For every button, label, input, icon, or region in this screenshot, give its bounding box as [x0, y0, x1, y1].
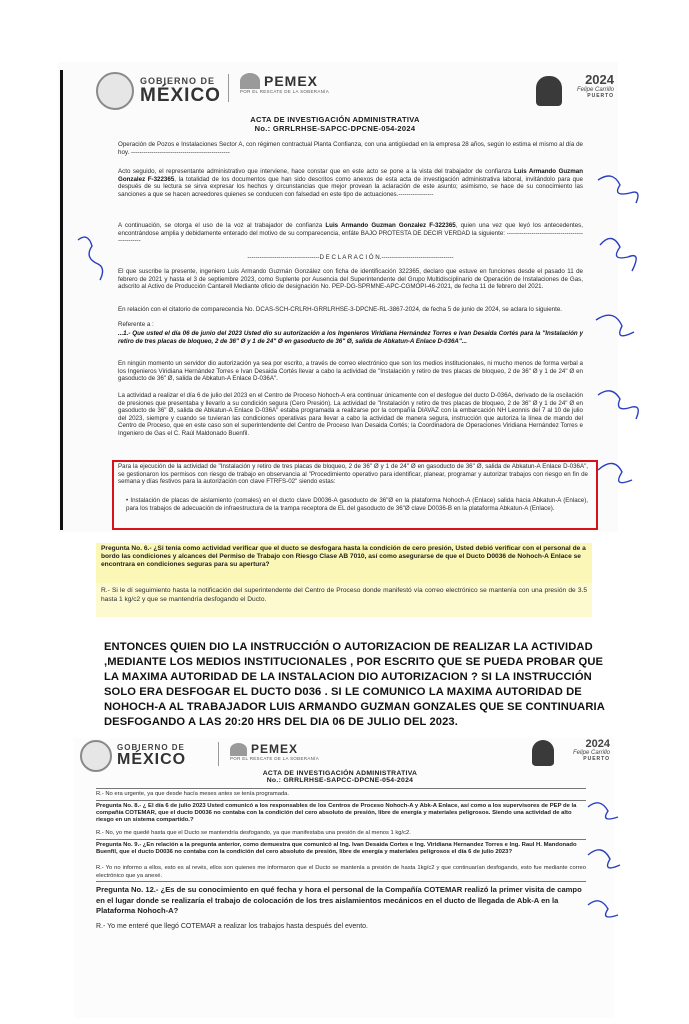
paragraph-suscribe: El que suscribe la presente, ingeniero Luis Armando Guzmán González con ficha de identificación 322365, declaro que estuve en funciones desde el pasado 11 de febrero de 2021 y hasta el 3 de septiembre 2023, como Suplente por Ausencia del Superintendente del Grupo Multidisciplinario de Operación de Instalaciones de Gas, adscrito al Activo de Producción Cantarell Mediante oficio de designación No. PEP-DG-SPRMNE-APC-CGMOPI-46-2021, de fecha 11 de febrero del 2021. — [118, 268, 583, 291]
year-label-2: 2024 — [585, 738, 610, 750]
year-logo — [536, 70, 616, 108]
question-8 — [96, 803, 586, 824]
divider-top — [96, 788, 586, 789]
signature-marks-2 — [580, 795, 630, 945]
question-1: ...1.- Que usted el día 06 de junio del 2023 Usted dio su autorización a los Ingenieros Viridiana Hernández Torres e Ivan Desaida Cortés para la "Instalación y retiro de tres placas de bloqueo, 2 de 36" Ø y 1 de 24" Ø en gasoducto de 36" Ø, salida de Abkatun-A Enlace D-036A"... — [118, 330, 583, 345]
p2-pre: Acto seguido, el representante administrativo que interviene, hace constar que en este acto se pone a la vista del trabajador de confianza — [118, 168, 514, 175]
signature-p2-3 — [588, 901, 618, 917]
national-seal-icon-2 — [80, 740, 112, 772]
gobierno-logo-2 — [80, 740, 186, 772]
pemex-flame-icon — [240, 73, 260, 89]
city-name-2: PUERTO — [583, 756, 610, 762]
paragraph-acto-seguido — [118, 168, 583, 198]
header-divider — [228, 74, 229, 102]
question-12-label: Pregunta No. 12.- — [96, 885, 159, 894]
answer-8: R.- No, yo me quedé hasta que el Ducto se mantendría desfogando, ya que manifestaba una presión de al menos 1 kg/c2. — [96, 830, 411, 836]
acta-title — [100, 115, 570, 133]
gobierno-small-2: GOBIERNO DE — [117, 743, 185, 752]
question-9 — [96, 842, 586, 856]
person-name: Felipe Carrillo — [576, 87, 614, 93]
signature-p2-1 — [588, 803, 618, 819]
gobierno-small: GOBIERNO DE — [140, 76, 216, 86]
city-name: PUERTO — [587, 93, 614, 99]
acta-title-2 — [90, 770, 590, 784]
left-signature — [74, 230, 104, 290]
p2-post: , la totalidad de los documentos que han sido descritos como anexos de esta acta de investigación administrativa laboral, invitándolo para que después de su lectura se sirva expresar los hechos y circunstancias que mejor provean la aclaración de este asunto; asimismo, se hace de su conocimiento las sanciones a que se hacen acreedores quienes se conducen con falsedad en este tipo de actuaciones.----------------- — [118, 175, 583, 198]
paragraph-permisos: Para la ejecución de la actividad de "Instalación y retiro de tres placas de bloqueo, 2 de 36" Ø y 1 de 24" Ø en gasoducto de 36" Ø, salida de Abkatun-A Enlace D-036A", se gestionaron los permisos con riesgo de trabajo en observancia al "Procedimiento operativo para identificar, planear, programar y autorizar trabajos con riesgo en fin de semana y días festivos para la autorización con clave FTRFS-02" siendo estas: — [118, 463, 588, 486]
p3-name: Luis Armando Guzman Gonzalez F-322365 — [325, 222, 456, 229]
pemex-logo-2 — [230, 742, 319, 761]
question-6 — [101, 545, 587, 569]
gobierno-logo — [96, 72, 221, 110]
national-seal-icon — [96, 72, 134, 110]
pemex-tagline-2: POR EL RESCATE DE LA SOBERANÍA — [230, 756, 320, 761]
page-edge-line — [60, 70, 63, 530]
signature-3 — [596, 315, 634, 336]
signature-5 — [598, 463, 632, 482]
gobierno-big: MÉXICO — [140, 85, 221, 106]
signature-4 — [598, 391, 638, 419]
paragraph-antiguedad: Operación de Pozos e Instalaciones Sector A, con régimen contractual Planta Confianza, con una antigüedad en la empresa 28 años, según lo estima el mismo al día de hoy. ------------------------------------------------ — [118, 141, 583, 156]
divider-1 — [96, 800, 586, 801]
question-6-label: Pregunta No. 6.- — [101, 545, 152, 552]
question-8-text: ¿ El día 6 de julio 2023 Usted comunicó a los responsables de los Centros de Proceso Nohoch-A y Abk-A Enlace, así como a los supervisores de PEP de la compañía COTEMAR, que el ducto D0036 no contaba con la condición del cero absoluto de presión, libre de energía y materiales peligrosos. Siendo una actividad de alto riesgo en un sistema compartido.? — [96, 803, 577, 823]
question-8-label: Pregunta No. 8.- — [96, 803, 142, 809]
question-12 — [96, 885, 586, 917]
signature-1 — [598, 176, 638, 203]
paragraph-actividad: La actividad a realizar el día 6 de julio del 2023 en el Centro de Proceso Nohoch-A era continuar únicamente con el desfogue del ducto D-036A, derivado de la oscilación de presiones que presentaba y llevarlo a su condición segura (Cero Presión). La actividad de "Instalación y retiro de tres placas de bloqueo, 2 de 36" Ø y 1 de 24" Ø en gasoducto de 36" Ø, salida de Abkatun-A Enlace D-036A" estaba programada a realizarse por la compañía DIAVAZ con la embarcación NH Leonnis del 7 al 10 de julio del 2023, siempre y cuando se tuvieran las condiciones operativas para llevar a cabo la actividad de manera segura, instrucción que autoriza la línea de mando del Centro de Proceso, que en este caso son el superintendente del Centro de Proceso Ivan Desaida Cortés; la Coordinadora de Operaciones Viridiana Hernández Torres e Ingeniero de Gas el C. Raúl Maldonado Buenfil. — [118, 392, 583, 437]
answer-0: R.- No era urgente, ya que desde hacía meses antes se tenía programada. — [96, 791, 290, 797]
answer-12: R.- Yo me enteré que llegó COTEMAR a realizar los trabajos hasta después del evento. — [96, 923, 368, 930]
p3-pre: A continuación, se otorga el uso de la voz al trabajador de confianza — [118, 222, 326, 229]
question-9-text: ¿En relación a la pregunta anterior, como demuestra que comunicó al Ing. Ivan Desaida Cortes e Ing. Viridiana Hernandez Torres e Ing. Raul H. Mandonado Buenfil, que el ducto D0036 no contaba con la condición del cero absoluto de presión, libre de energía y materiales peligrosos el día 6 de julio 2023? — [96, 842, 577, 855]
person-name-2: Felipe Carrillo — [572, 750, 610, 756]
gobierno-big-2: MÉXICO — [117, 751, 187, 768]
divider-3 — [96, 881, 586, 882]
question-6-text: ¿Si tenía como actividad verificar que el ducto se desfogara hasta la condición de cero presión, Usted debió verificar con el personal de a bordo las condiciones y alcances del Permiso de Trabajo con Riesgo Clase AB 7010, así como asegurarse de que el Ducto D0036 de Nohoch-A Enlace se encontrara en condiciones seguras para su apertura? — [101, 545, 586, 568]
portrait-icon-2 — [532, 740, 554, 766]
question-9-label: Pregunta No. 9.- — [96, 842, 142, 848]
acta-title-line1: ACTA DE INVESTIGACIÓN ADMINISTRATIVA — [250, 115, 420, 124]
pemex-tagline: POR EL RESCATE DE LA SOBERANÍA — [240, 89, 330, 94]
paragraph-ningun-momento: En ningún momento un servidor dio autorización ya sea por escrito, a través de correo electrónico que son los medios institucionales, ni mucho menos de forma verbal a los Ingenieros Viridiana Hernández Torres e Ivan Desaida Cortés llevar a cabo la actividad de "Instalación y retiro de tres placas de bloqueo, 2 de 36" Ø y 1 de 24" Ø en gasoducto de 36" Ø, salida de Abkatun-A Enlace D-036A". — [118, 360, 583, 383]
acta-number: No.: GRRLRHSE-SAPCC-DPCNE-054-2024 — [254, 124, 416, 133]
year-logo-2 — [532, 736, 612, 770]
paragraph-citatorio: En relación con el citatorio de comparecencia No. DCAS-SCH-CRLRH-GRRLRHSE-3-DPCNE-RL-3867-2024, de fecha 5 de junio de 2024, se aclara lo siguiente. — [118, 306, 562, 313]
answer-9: R.- Yo no informo a ellos, esto es al revés, ellos son quienes me informaron que el Ducto se mantenía a presión de hasta 1kg/c2 y que continuarían desfogando, esto fue mediante correo electrónico que ya anexé. — [96, 865, 586, 879]
signature-p2-2 — [588, 850, 620, 868]
header-divider-2 — [218, 742, 219, 766]
pemex-wordmark: PEMEX — [264, 73, 319, 89]
left-signature-mark — [78, 237, 103, 280]
pemex-flame-icon-2 — [230, 743, 247, 756]
paragraph-continuacion — [118, 222, 583, 245]
pemex-logo — [240, 73, 329, 94]
question-12-text: ¿Es de su conocimiento en qué fecha y hora el personal de la Compañía COTEMAR realizó la primer visita de campo en el lugar donde se realizaría el trabajo de colocación de los tres aislamientos mecánicos en el ducto de llegada de Abk-A en la Plataforma Nohoch-A? — [96, 885, 582, 915]
year-label: 2024 — [585, 72, 614, 87]
declaracion-heading: -----------------------------------D E C L A R A C I Ó N.----------------------------------- — [247, 254, 454, 261]
signature-marks — [588, 150, 648, 530]
commentary-text: ENTONCES QUIEN DIO LA INSTRUCCIÓN O AUTORIZACION DE REALIZAR LA ACTIVIDAD ,MEDIANTE LOS MEDIOS INSTITUCIONALES , POR ESCRITO QUE SE PUEDA PROBAR QUE LA MAXIMA AUTORIDAD DE LA INSTALACION DIO AUTORIZACION ? SI LA INSTRUCCIÓN SOLO ERA DESFOGAR EL DUCTO D036 . SI LE COMUNICO LA MAXIMA AUTORIDAD DE NOHOCH-A AL TRABAJADOR LUIS ARMANDO GUZMAN GONZALES QUE SE CONTINUARIA DESFOGANDO A LAS 20:20 HRS DEL DIA 06 DE JULIO DEL 2023. — [104, 641, 605, 728]
paragraph-placas: • Instalación de placas de aislamiento (comales) en el ducto clave D0036-A gasoducto de 36"Ø en la plataforma Nohoch-A (Enlace) salida hacia Abkatun-A (Enlace), para los trabajos de adecuación de infraestructura de la trampa receptora de EL del gasoducto de 36"Ø clave D0036-B en la plataforma Abkatun-A (Enlace). — [126, 497, 588, 512]
acta-title-2-line1: ACTA DE INVESTIGACIÓN ADMINISTRATIVA — [262, 770, 418, 777]
answer-6: R.- Si le dí seguimiento hasta la notificación del superintendente del Centro de Proceso donde manifestó vía correo electrónico se mantenía con una presión de 3.5 hasta 1 kg/c2 y que se mantendría desfogando el Ducto. — [101, 587, 587, 603]
acta-number-2: No.: GRRLRHSE-SAPCC-DPCNE-054-2024 — [266, 777, 414, 784]
pemex-wordmark-2: PEMEX — [251, 742, 299, 756]
signature-2 — [600, 238, 636, 271]
paragraph-referente: Referente a : — [118, 321, 154, 328]
divider-2 — [96, 839, 586, 840]
p3-post: , quien una vez que leyó los antecedentes, encontrándose amplia y debidamente enterado del motivo de su comparecencia, enfáte BAJO PROTESTA DE DECIR VERDAD la siguiente: ------------------------------------------------ — [118, 222, 583, 245]
p2-name: Luis Armando Guzman Gonzalez F-322365 — [118, 168, 583, 183]
portrait-icon — [536, 76, 562, 106]
